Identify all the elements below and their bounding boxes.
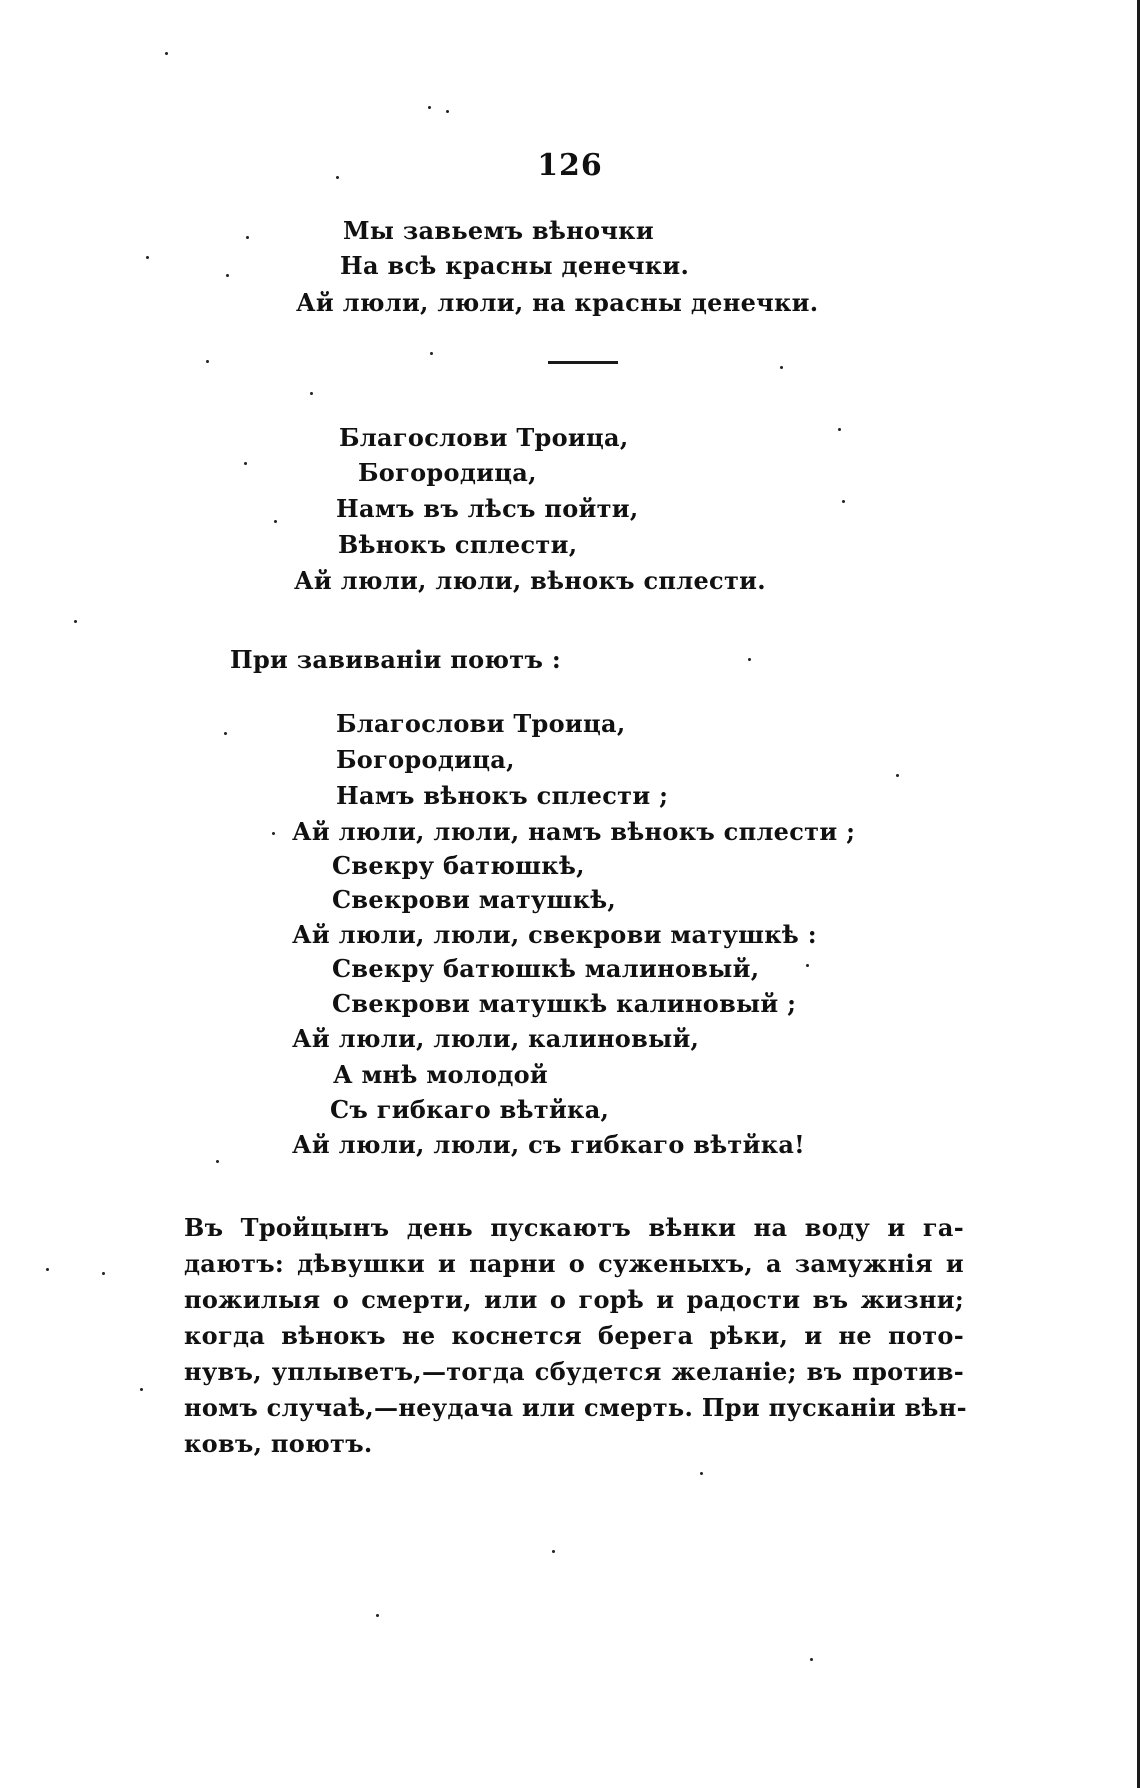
scan-speck bbox=[700, 1472, 703, 1475]
scan-speck bbox=[810, 1658, 813, 1661]
scan-speck bbox=[310, 392, 313, 395]
scan-speck bbox=[446, 110, 449, 113]
verse-line: Благослови Троица, bbox=[336, 709, 626, 738]
scan-speck bbox=[842, 500, 845, 503]
verse-line: Намъ вѣнокъ сплести ; bbox=[336, 781, 669, 810]
scan-speck bbox=[838, 428, 841, 431]
verse-line: Свекрови матушкѣ, bbox=[332, 885, 617, 914]
scan-speck bbox=[896, 774, 899, 777]
scan-speck bbox=[552, 1550, 555, 1553]
verse-line: Свекру батюшкѣ малиновый, bbox=[332, 954, 760, 983]
prose-line: пожилыя о смерти, или о горѣ и радости въ жизни; bbox=[184, 1285, 964, 1314]
scan-speck bbox=[244, 462, 247, 465]
prose-line: нувъ, уплыветъ,—тогда сбудется желаніе; въ против- bbox=[184, 1357, 964, 1386]
verse-line: Благослови Троица, bbox=[339, 423, 629, 452]
scan-speck bbox=[146, 256, 149, 259]
verse-line: Ай люли, люли, на красны денечки. bbox=[296, 288, 819, 317]
verse-line: Ай люли, люли, съ гибкаго вѣтйка! bbox=[292, 1130, 806, 1159]
verse-line: Свекру батюшкѣ, bbox=[332, 851, 585, 880]
scan-speck bbox=[216, 1160, 219, 1163]
scan-speck bbox=[165, 52, 168, 55]
scan-speck bbox=[74, 620, 77, 623]
verse-line: Свекрови матушкѣ калиновый ; bbox=[332, 989, 797, 1018]
prose-line: ковъ, поютъ. bbox=[184, 1429, 373, 1458]
scan-speck bbox=[224, 732, 227, 735]
prose-line: даютъ: дѣвушки и парни о суженыхъ, а замужнія и bbox=[184, 1249, 964, 1278]
section-divider bbox=[548, 361, 618, 364]
verse-line: А мнѣ молодой bbox=[333, 1060, 549, 1089]
prose-paragraph bbox=[184, 1210, 967, 1462]
prose-line: когда вѣнокъ не коснется берега рѣки, и не пото- bbox=[184, 1321, 964, 1350]
verse-line: Ай люли, люли, свекрови матушкѣ : bbox=[292, 920, 817, 949]
scan-speck bbox=[102, 1272, 105, 1275]
scan-speck bbox=[246, 236, 249, 239]
scan-speck bbox=[780, 366, 783, 369]
verse-line: Ай люли, люли, намъ вѣнокъ сплести ; bbox=[292, 817, 856, 846]
scan-speck bbox=[376, 1614, 379, 1617]
scan-speck bbox=[430, 352, 433, 355]
scan-speck bbox=[206, 360, 209, 363]
verse-line: Намъ въ лѣсъ пойти, bbox=[336, 494, 639, 523]
scan-speck bbox=[748, 658, 751, 661]
scan-speck bbox=[428, 106, 431, 109]
scan-speck bbox=[806, 964, 809, 967]
verse-line: Вѣнокъ сплести, bbox=[338, 530, 578, 559]
prose-line: Въ Тройцынъ день пускаютъ вѣнки на воду и га- bbox=[184, 1213, 964, 1242]
verse-line: Съ гибкаго вѣтйка, bbox=[330, 1095, 610, 1124]
section-heading: При завиваніи поютъ : bbox=[230, 645, 561, 674]
scan-speck bbox=[336, 176, 339, 179]
verse-line: Мы завьемъ вѣночки bbox=[343, 216, 654, 245]
verse-line: На всѣ красны денечки. bbox=[340, 251, 690, 280]
verse-line: Богородица, bbox=[336, 745, 515, 774]
scan-speck bbox=[46, 1268, 49, 1271]
verse-line: Ай люли, люли, калиновый, bbox=[292, 1024, 700, 1053]
page-number: 126 bbox=[537, 148, 603, 183]
scan-speck bbox=[226, 274, 229, 277]
verse-line: Ай люли, люли, вѣнокъ сплести. bbox=[294, 566, 766, 595]
scan-speck bbox=[140, 1388, 143, 1391]
scan-speck bbox=[272, 832, 275, 835]
prose-line: номъ случаѣ,—неудача или смерть. При пусканіи вѣн- bbox=[184, 1393, 967, 1422]
verse-line: Богородица, bbox=[358, 458, 537, 487]
scan-speck bbox=[274, 520, 277, 523]
